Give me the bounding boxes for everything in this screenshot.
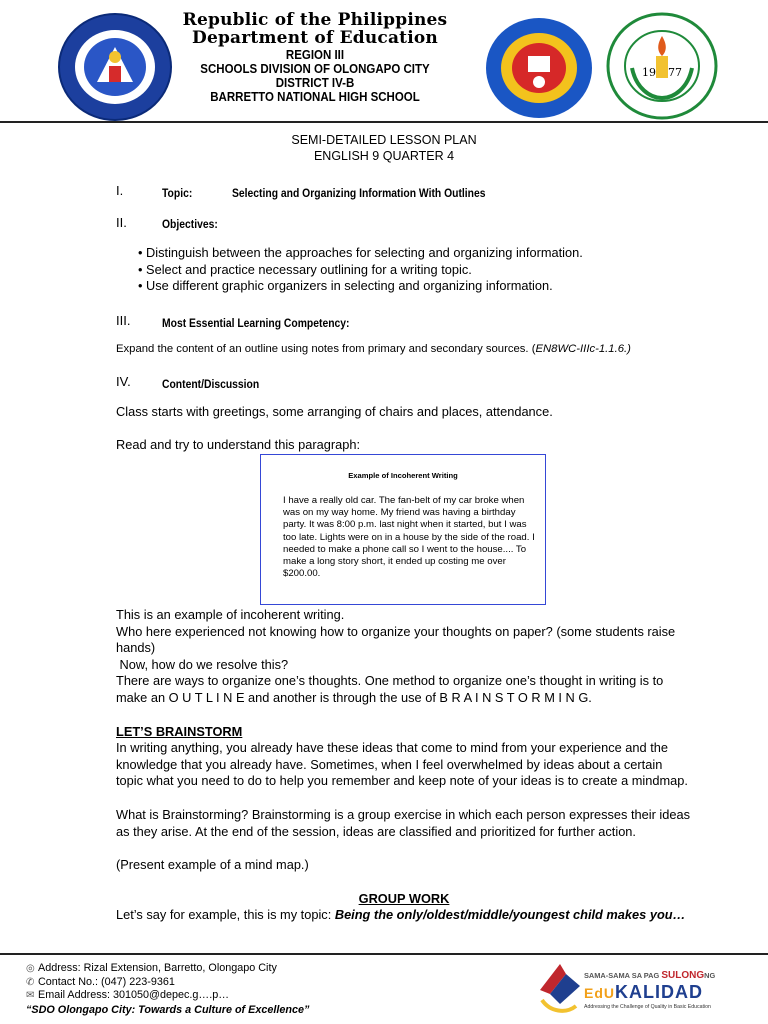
edukalidad-b: KALIDAD — [615, 982, 703, 1002]
header-district: DISTRICT IV-B — [275, 76, 355, 90]
paragraph-example: This is an example of incoherent writing. — [116, 607, 345, 622]
example-box-title: Example of Incoherent Writing — [348, 471, 458, 480]
objective-item: • Select and practice necessary outlining for a writing topic. — [138, 261, 472, 277]
sulong-word: SULONG — [661, 970, 705, 981]
objective-item: • Distinguish between the approaches for selecting and organizing information. — [138, 245, 583, 260]
sulong-suffix: NG — [704, 971, 716, 980]
bnhs-year-right: 77 — [668, 66, 682, 79]
paragraph-now: Now, how do we resolve this? — [116, 656, 289, 672]
objectives-number: II. — [116, 215, 127, 230]
email-icon: ✉ — [26, 990, 35, 1002]
topic-label: Topic: — [162, 188, 193, 200]
melc-number: III. — [116, 313, 131, 328]
sulong-edukalidad-logo — [536, 960, 746, 1020]
incoherent-writing-example — [260, 454, 546, 605]
paragraph-ways: There are ways to organize one’s thoughts. One method to organize one’s thought in writing is to make an O U T L I N E and another is through the use of B R A I N S T O R M I N G. — [116, 673, 664, 705]
sulong-prefix: SAMA-SAMA SA PAG — [584, 971, 662, 980]
example-box-text: I have a really old car. The fan-belt of my car broke when was on my way home. My friend was having a birthday party. It was 8:00 p.m. last night when it started, but I was too late. Lights were on in a house by the side of the road. I needed to make a phone call so I went to the house.... To make a long story short, it ended up costing me over $200.00. — [283, 495, 535, 580]
paragraph-who: Who here experienced not knowing how to organize your thoughts on paper? (some students raise hands) — [116, 623, 676, 656]
header-division: SCHOOLS DIVISION OF OLONGAPO CITY — [200, 62, 430, 76]
footer-address: Address: Rizal Extension, Barretto, Olongapo City — [38, 962, 277, 974]
footer-motto: “SDO Olongapo City: Towards a Culture of Excellence” — [26, 1003, 310, 1016]
phone-icon: ✆ — [26, 976, 35, 988]
melc-text: Expand the content of an outline using notes from primary and secondary sources. ( — [116, 343, 536, 355]
topic-number: I. — [116, 183, 124, 198]
header-school: BARRETTO NATIONAL HIGH SCHOOL — [210, 90, 420, 104]
edukalidad-a: EdU — [584, 985, 615, 1001]
header-department: Department of Education — [192, 28, 438, 48]
location-pin-icon: ◎ — [26, 963, 35, 974]
paragraph-lets-say: Let’s say for example, this is my topic: — [116, 907, 335, 922]
paragraph-greetings: Class starts with greetings, some arranging of chairs and places, attendance. — [116, 404, 553, 419]
edukalidad-tagline: Addressing the Challenge of Quality in Basic Education — [584, 1004, 711, 1010]
footer-email: Email Address: 301050@depec.g….p… — [38, 989, 230, 1002]
objective-item: • Use different graphic organizers in selecting and organizing information. — [138, 278, 553, 294]
lesson-plan-subtitle: ENGLISH 9 QUARTER 4 — [313, 149, 455, 163]
paragraph-present: (Present example of a mind map.) — [116, 857, 309, 872]
content-label: Content/Discussion — [162, 379, 260, 391]
melc-label: Most Essential Learning Competency: — [162, 318, 350, 330]
objectives-label: Objectives: — [162, 219, 218, 231]
lesson-plan-title: SEMI-DETAILED LESSON PLAN — [291, 133, 477, 147]
brainstorm-heading: LET’S BRAINSTORM — [116, 724, 243, 739]
paragraph-writing: In writing anything, you already have these ideas that come to mind from your experience and the knowledge that you already have. Sometimes, when I feel overwhelmed by ideas about a certain topic what you need to do to help you remember and keep note of your ideas is to create a mindmap. — [116, 740, 688, 789]
paragraph-read: Read and try to understand this paragraph: — [116, 437, 361, 452]
paragraph-what-is-brainstorming: What is Brainstorming? Brainstorming is a group exercise in which each person expresses their ideas as they arise. At the end of the session, ideas are classified and prioritized for further action. — [116, 807, 690, 839]
footer-rule — [0, 953, 768, 955]
sdo-olongapo-seal — [484, 16, 594, 120]
footer-contact: Contact No.: (047) 223-9361 — [38, 975, 175, 988]
bnhs-seal — [606, 12, 718, 120]
content-number: IV. — [116, 374, 131, 389]
header-rule — [0, 121, 768, 123]
bnhs-year-left: 19 — [642, 66, 656, 79]
example-topic: Being the only/oldest/middle/youngest child makes you… — [334, 907, 686, 922]
header-region: REGION III — [285, 48, 345, 62]
melc-code: EN8WC-IIIc-1.1.6.) — [535, 343, 631, 355]
header-republic: Republic of the Philippines — [182, 10, 448, 30]
group-work-heading: GROUP WORK — [358, 891, 450, 906]
topic-value: Selecting and Organizing Information With Outlines — [232, 188, 486, 200]
